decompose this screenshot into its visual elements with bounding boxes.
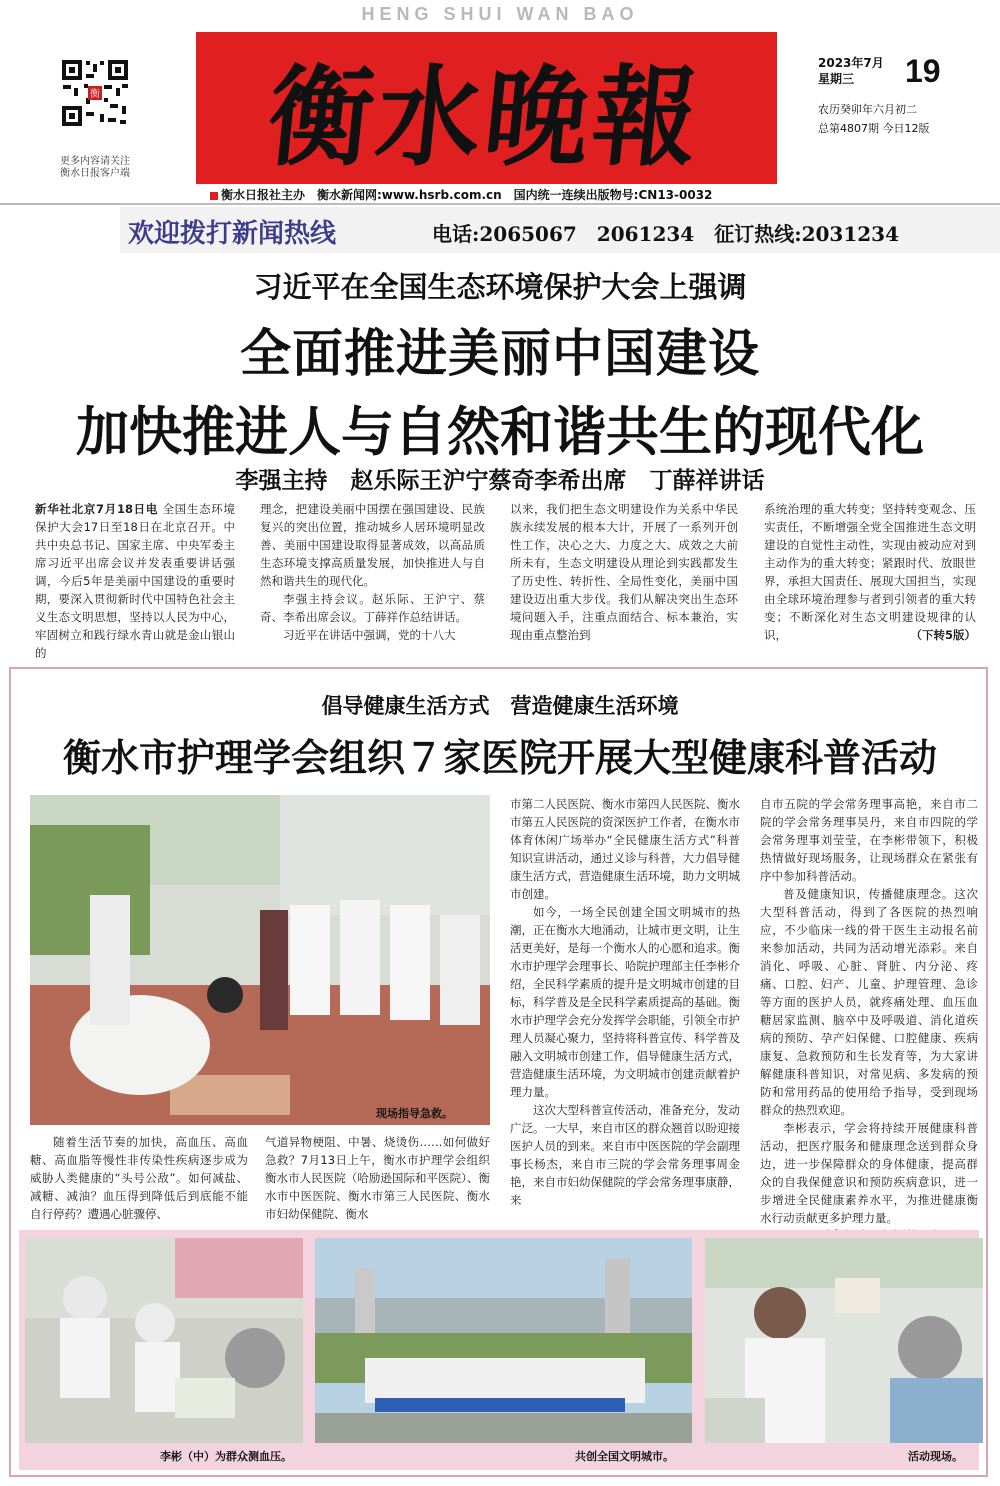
masthead-pinyin: HENG SHUI WAN BAO	[361, 4, 639, 24]
lead-column-2	[260, 500, 485, 644]
qr-code-icon[interactable]	[60, 58, 130, 128]
date-block	[818, 55, 884, 87]
feature-title: 衡水市护理学会组织７家医院开展大型健康科普活动	[62, 736, 937, 780]
lead-col2-para-2: 李强主持会议。赵乐际、王沪宁、蔡奇、李希出席会议。丁薛祥作总结讲话。	[260, 592, 485, 624]
first-aid-caption: 现场指导急救。	[376, 1107, 453, 1120]
date-extra	[818, 100, 930, 138]
feature-left-para-2: 气道异物梗阻、中暑、烧烫伤……如何做好急救？7月13日上午，衡水市护理学会组织衡水市人民医院（哈励逊国际和平医院）、衡水市中医医院、衡水市第三人民医院、衡水市妇幼保健院、衡水	[265, 1135, 490, 1221]
date-day: 19	[905, 53, 941, 89]
activity-caption: 活动现场。	[908, 1450, 963, 1463]
feature-mid-para-2: 如今，一场全民创建全国文明城市的热潮，正在衡水大地涌动，让城市更文明，让生活更美好，是每一个衡水人的心愿和追求。衡水市护理学会理事长、哈院护理部主任李彬介绍，全民科学素质的提升是文明城市创建的目标，科学普及是全民科学素质提高的基础。衡水市护理学会充分发挥学会职能，引领全市护理人员凝心聚力，坚持将科普宣传、科学普及融入文明城市创建工作，倡导健康生活方式，营造健康生活环境，为文明城市创建贡献着护理力量。	[510, 905, 740, 1099]
lead-pre-title: 习近平在全国生态环境保护大会上强调	[253, 270, 747, 304]
feature-mid-para-1: 市第二人民医院、衡水市第四人民医院、衡水市第五人民医院的资深医护工作者，在衡水市体育休闲广场举办“全民健康生活方式”科普知识宣讲活动，通过义诊与科普，大力倡导健康生活方式，营造健康生活环境，助力文明城市创建。	[510, 797, 740, 901]
group-photo	[315, 1238, 692, 1443]
activity-photo	[705, 1238, 983, 1443]
qr-note-line-2: 衡水日报客户端	[60, 168, 130, 179]
publisher-line	[210, 186, 712, 203]
group-caption: 共创全国文明城市。	[575, 1450, 674, 1463]
lead-title-2: 加快推进人与自然和谐共生的现代化	[76, 402, 924, 463]
feature-mid-column	[510, 795, 740, 1209]
feature-mid-para-3: 这次大型科普宣传活动，准备充分，发动广泛。一大早，来自市区的群众翘首以盼迎接医护人员的到来。来自市中医医院的学会副理事长杨杰，来自市三院的学会常务理事周金艳，来自市妇幼保健院的学会常务理事康静，来	[510, 1103, 740, 1207]
feature-pre-title: 倡导健康生活方式 营造健康生活环境	[321, 694, 679, 718]
blood-pressure-photo	[25, 1238, 303, 1443]
lead-col2-para-3: 习近平在讲话中强调，党的十八大	[283, 628, 456, 642]
lead-col2-para-1: 理念，把建设美丽中国摆在强国建设、民族复兴的突出位置，推动城乡人居环境明显改善、美丽中国建设取得显著成效，以高品质生态环境支撑高质量发展，加快推进人与自然和谐共生的现代化。	[260, 502, 485, 588]
masthead-logo	[196, 32, 777, 184]
feature-right-column	[760, 795, 978, 1245]
qr-note	[60, 156, 130, 180]
blood-pressure-caption: 李彬（中）为群众测血压。	[160, 1450, 292, 1463]
lead-col1-text: 全国生态环境保护大会17日至18日在北京召开。中共中央总书记、国家主席、中央军委主席习近平出席会议并发表重要讲话强调，今后5年是美丽中国建设的重要时期，要深入贯彻新时代中国特色社会主义生态文明思想，坚持以人民为中心，牢固树立和践行绿水青山就是金山银山的	[35, 502, 236, 660]
lead-col4-text: 系统治理的重大转变；坚持转变观念、压实责任，不断增强全党全国推进生态文明建设的自觉性主动性，实现由被动应对到主动作为的重大转变；紧跟时代、放眼世界，承担大国责任、展现大国担当，实现由全球环境治理参与者到引领者的重大转变；不断深化对生态文明建设规律的认识，	[764, 502, 976, 642]
date-year-month: 2023年7月	[818, 56, 884, 70]
lead-title-1: 全面推进美丽中国建设	[239, 325, 760, 384]
feature-right-para-3: 李彬表示，学会将持续开展健康科普活动，把医疗服务和健康理念送到群众身边，进一步保障群众的身体健康，提高群众的自我保健意识和预防疾病意识，进一步增进全民健康素养水平，为推进健康衡水行动贡献更多护理力量。	[760, 1121, 978, 1225]
lunar-date: 农历癸卯年六月初二	[818, 103, 917, 116]
lead-subtitle: 李强主持 赵乐际王沪宁蔡奇李希出席 丁薛祥讲话	[235, 468, 765, 494]
hotline-numbers: 电话:2065067 2061234 征订热线:2031234	[432, 222, 900, 246]
lead-column-4	[764, 500, 976, 644]
feature-left-para-1: 随着生活节奏的加快，高血压、高血糖、高血脂等慢性非传染性疾病逐步成为威胁人类健康的“头号公敌”。如何减盐、减糖、减油？血压得到降低后到底能不能自行停药？遭遇心脏骤停、	[30, 1135, 248, 1221]
lead-dateline: 新华社北京7月18日电	[35, 502, 159, 516]
publisher-text: 衡水日报社主办 衡水新闻网:www.hsrb.com.cn 国内统一连续出版物号:CN13-0032	[221, 188, 713, 202]
square-bullet-icon	[210, 192, 218, 200]
divider	[0, 203, 1000, 205]
first-aid-photo	[30, 795, 490, 1125]
svg-text:衡: 衡	[90, 89, 100, 100]
masthead-title: 衡水晚報	[263, 52, 709, 182]
qr-note-line-1: 更多内容请关注	[60, 156, 130, 167]
hotline-label: 欢迎拨打新闻热线	[128, 219, 337, 249]
lead-column-1	[35, 500, 235, 662]
feature-right-para-2: 普及健康知识，传播健康理念。这次大型科普活动，得到了各医院的热烈响应，不少临床一线的骨干医生主动报名前来参加活动，共同为活动增光添彩。来自消化、呼吸、心脏、肾脏、内分泌、疼痛、口腔、妇产、儿童、护理管理、急诊等方面的医护人员，就疼痛处理、血压血糖居家监测、脑卒中及呼吸道、消化道疾病的预防、孕产妇保健、口腔健康、疾病康复、急救预防和生长发育等，为大家讲解健康科普知识，对常见病、多发病的预防和常用药品的使用给予指导，受到现场群众的热烈欢迎。	[760, 887, 978, 1117]
issue-number: 总第4807期 今日12版	[818, 122, 930, 135]
date-weekday: 星期三	[818, 72, 855, 86]
feature-right-para-1: 自市五院的学会常务理事高艳，来自市二院的学会常务理事吴丹，来自市四院的学会常务理事刘莹莹，在李彬带领下，积极热情做好现场服务，让现场群众在紧张有序中参加科普活动。	[760, 797, 978, 883]
lead-jump: （下转5版）	[910, 628, 976, 642]
lead-column-3: 以来，我们把生态文明建设作为关系中华民族永续发展的根本大计，开展了一系列开创性工作，决心之大、力度之大、成效之大前所未有，生态文明建设从理论到实践都发生了历史性、转折性、全局性变化，美丽中国建设迈出重大步伐。我们从解决突出生态环境问题入手，注重点面结合、标本兼治，实现由重点整治到	[510, 502, 738, 642]
